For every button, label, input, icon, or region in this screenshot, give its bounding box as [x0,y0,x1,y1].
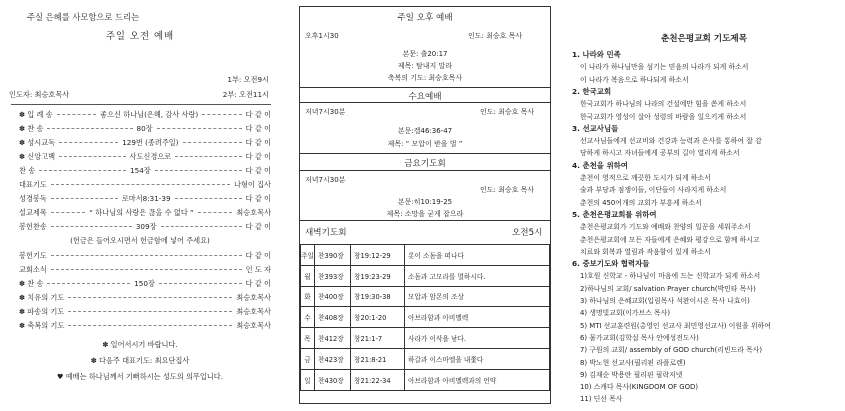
afternoon-leader: 인도: 최승호 목사 [468,32,523,40]
prayer-topics-panel [568,6,840,406]
table-row: 주일 찬390장 창19:12-29 롯이 소돔을 떠나다 [301,245,550,266]
morning-time-second: 2부: 오전11시 [222,90,269,99]
afternoon-title: 주일 오후 예배 [397,13,453,23]
order-item: 찬 송 154장 다 같 이 [19,165,271,175]
prayer-item: 7) 구원의 교회/ assembly of GOD church(리빈드라 목사) [580,346,763,355]
prayer-item: 춘천은평교회가 기도와 예배와 찬양의 일꾼을 세워주소서 [580,223,751,232]
afternoon-sermon: 제목: 탐내지 말라 [397,62,453,70]
order-item: ✽ 찬 송 150장 다 같 이 [19,278,271,288]
prayer-heading: 5. 춘천은평교회를 위하여 [572,209,657,219]
divider [300,102,550,103]
morning-footer [5,0,275,411]
prayer-item: 11) 딘선 목사 [580,395,623,404]
prayer-item: 춘천은평교회에 모든 자들에게 은혜와 평강으로 함께 하시고 [580,235,760,244]
prayer-item: 이 나라가 복음으로 하나되게 하소서 [580,75,689,84]
order-item: 교회소식 인 도 자 [19,264,271,274]
friday-text: 본문:히10:19-25 [397,198,453,206]
friday-title: 금요기도회 [404,159,446,169]
afternoon-text: 본문: 출20:17 [402,50,448,58]
table-row: 일 찬430장 창21:22-34 아브라함과 아비멜렉과의 언약 [301,369,550,390]
order-item: ✽ 신앙고백 사도신경으로 다 같 이 [19,151,272,161]
order-item: ✽ 입 례 송 좋으신 하나님(은혜, 감사 사랑) 다 같 이 [19,109,272,119]
wednesday-time: 저녁7시30분 [305,108,346,116]
friday-time: 저녁7시30분 [305,176,346,184]
prayer-item: 8) 박노현 선교사(필리핀 라플로렌) [580,358,686,367]
divider [300,220,550,221]
order-item: 봉헌기도 다 같 이 [19,250,271,260]
prayer-heading: 1. 나라와 민족 [572,50,621,59]
morning-title: 주일 오전 예배 [105,31,175,42]
order-item: ✽ 치유의 기도 최승호목사 [19,292,271,302]
prayer-item: 춘천이 영적으로 깨끗한 도시가 되게 하소서 [580,174,711,182]
prayer-heading: 3. 선교사님들 [572,123,619,133]
offering-note: (헌금은 들어오시면서 헌금함에 넣어 주세요) [70,236,210,245]
table-row: 목 찬412장 창21:1-7 사라가 이삭을 낳다. [301,328,550,349]
table-row: 금 찬423장 창21:8-21 하갈과 이스마엘을 내쫓다 [301,348,550,369]
prayer-item: 한국교회가 영성이 살아 성령의 바람을 일으키게 하소서 [580,112,747,121]
order-item: ✽ 찬 송 80장 다 같 이 [19,123,272,133]
order-item: ✽ 파송의 기도 최승호목사 [19,306,271,316]
prayer-title: 춘천은평교회 기도제목 [660,34,747,44]
dawn-time: 오전5시 [512,228,543,238]
friday-sermon: 제목: 소망을 굳게 잡으라 [386,210,464,218]
wednesday-leader: 인도: 최승호 목사 [480,108,535,116]
order-item: 설교제목 “ 하나님의 사랑은 끊을 수 없다 ” 최승호목사 [19,207,272,217]
prayer-item: 이 나라가 하나님만을 섬기는 믿음의 나라가 되게 하소서 [580,63,749,72]
duty-note: ♥ 예배는 하나님께서 기뻐하시는 성도의 의무입니다. [57,372,223,381]
prayer-item: 9) 김재순 박용란 필리핀 필락저넷 [580,370,683,379]
prayer-heading: 2. 한국교회 [572,86,612,96]
divider [300,153,550,154]
standing-note: ✽ 일어서시기 바랍니다. [102,340,178,349]
wednesday-title: 수요예배 [408,92,442,102]
prayer-heading: 6. 중보기도와 협력자들 [572,259,650,269]
dawn-schedule-table [300,244,550,391]
prayer-item: 춘천의 450여개의 교회가 부흥케 하소서 [580,198,702,207]
morning-leader: 인도자: 최승호목사 [9,90,70,99]
wednesday-sermon: 제목: “ 모압이 받을 벌 ” [387,140,463,148]
order-item: ✽ 성시교독 129번 (종려주일) 다 같 이 [19,137,272,147]
order-item: 봉헌찬송 309장 다 같 이 [19,221,272,231]
prayer-item: 치료와 회복과 열림과 작음함이 있게 하소서 [580,247,711,256]
prayer-item: 선교사님들에게 선교비와 건강과 능력과 은사를 통하여 잘 감 [580,137,762,146]
prayer-item: 5) MTI 선교훈련원(총영인 선교사 최민영선교사) 이원을 위하여 [580,321,771,330]
prayer-item: 1)호원 신학교 - 하나님이 마음에 드는 신학교가 되게 하소서 [580,272,761,281]
table-row: 수 찬408장 창20:1-20 아브라함과 아비멜렉 [301,307,550,328]
morning-subtitle: 주실 은혜를 사모함으로 드리는 [27,12,140,22]
friday-leader: 인도: 최승호 목사 [480,186,535,194]
afternoon-prayer: 축복의 기도: 최승호목사 [387,74,463,82]
table-row: 월 찬393장 창19:23-29 소돔과 고모라를 멸하시다. [301,265,550,286]
table-row: 화 찬400장 창19:30-38 모압과 암몬의 조상 [301,286,550,307]
prayer-item: 당하게 하시고 자녀들에게 공부의 길이 열리게 하소서 [580,149,740,158]
wednesday-text: 본문:겔46:36-47 [397,127,453,135]
services-panel [299,6,551,404]
prayer-heading: 4. 춘천을 위하여 [572,160,628,170]
divider [300,170,550,171]
next-prayer-note: ✽ 다음주 대표기도: 최요단집사 [90,356,190,365]
afternoon-time: 오후1시30 [305,32,339,40]
prayer-item: 4) 생명빛교회(이가브스 목사) [580,309,671,318]
prayer-item: 한국교회가 하나님의 나라의 건설에만 힘을 쏟게 하소서 [580,100,747,109]
morning-time-first: 1부: 오전9시 [227,75,269,84]
order-item: ✽ 축복의 기도 최승호목사 [19,320,271,330]
prayer-item: 6) 물가교회(김학섭 목사 안예성전도사) [580,333,699,342]
dawn-title: 새벽기도회 [305,228,347,238]
prayer-item: 10) 스캐다 목사(KINGDOM OF GOD) [580,383,699,392]
order-item: 대표기도 나형이 집사 [19,179,271,189]
divider [300,87,550,88]
prayer-item: 2)하나님의 교회/ salvation Prayer church(박민타 목사) [580,284,756,293]
prayer-item: 술과 부당과 점쟁이들, 이단들이 사라지게 하소서 [580,186,727,195]
order-item: 성경봉독 로마서8:31-39 다 같 이 [19,193,271,203]
prayer-item: 3) 하나님의 은혜교회(입림목사 석완이시온 목사 나효이) [580,297,750,305]
